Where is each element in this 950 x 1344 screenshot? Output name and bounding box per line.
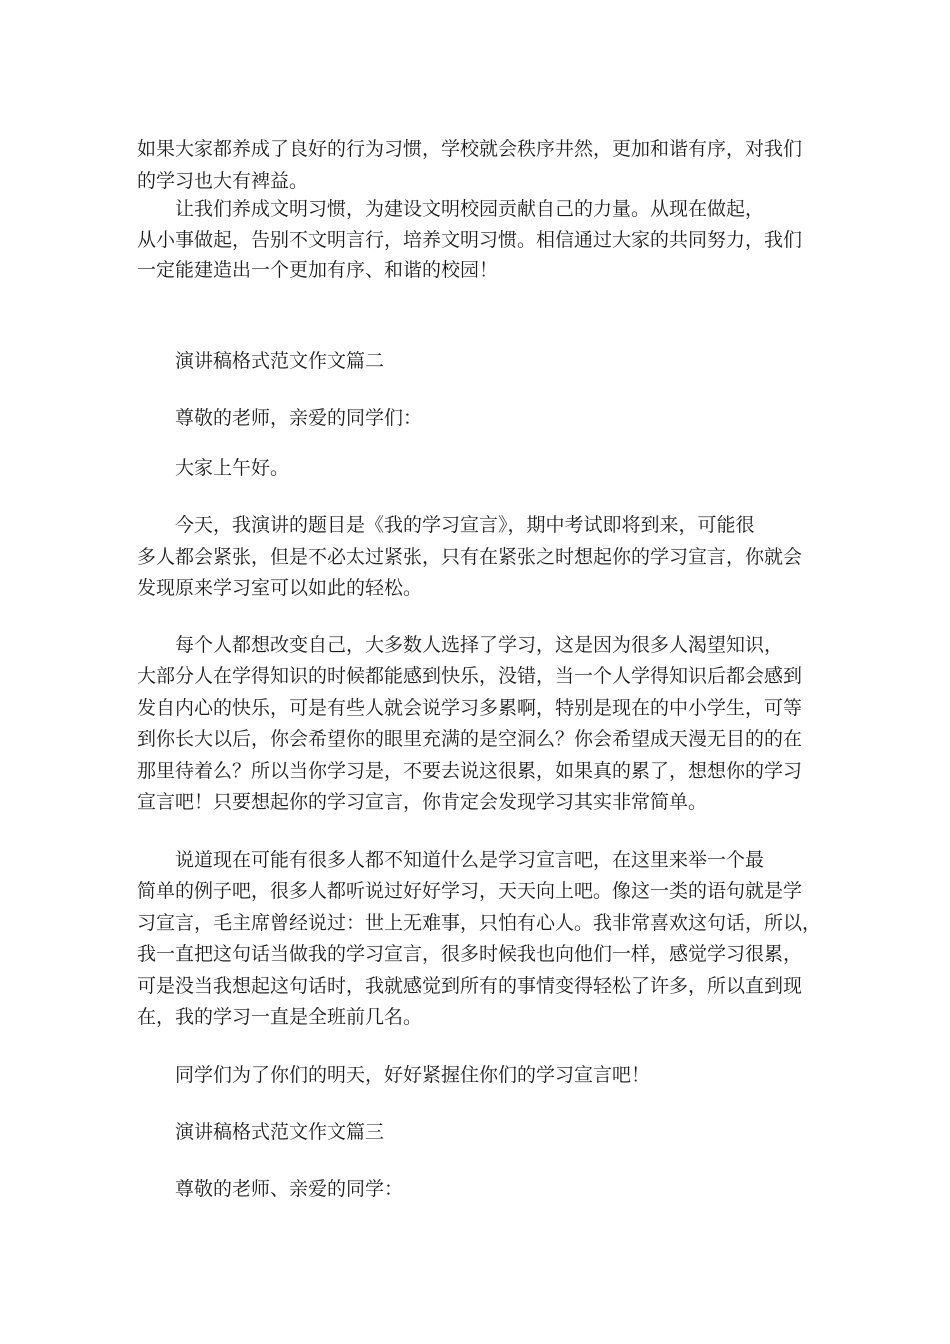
- paragraph-line: 一定能建造出一个更加有序、和谐的校园！: [137, 259, 499, 281]
- paragraph-line: 每个人都想改变自己，大多数人选择了学习，这是因为很多人渴望知识，: [175, 634, 784, 656]
- paragraph-line: 说道现在可能有很多人都不知道什么是学习宣言吧，在这里来举一个最: [175, 849, 765, 871]
- paragraph-line: 我一直把这句话当做我的学习宣言，很多时候我也向他们一样，感觉学习很累，: [137, 943, 803, 965]
- paragraph-line: 的学习也大有裨益。: [137, 170, 309, 192]
- greeting: 大家上午好。: [175, 457, 290, 479]
- paragraph-line: 如果大家都养成了良好的行为习惯，学校就会秩序井然，更加和谐有序，对我们: [137, 138, 803, 160]
- paragraph-line: 到你长大以后，你会希望你的眼里充满的是空洞么？你会希望成天漫无目的的在: [137, 728, 803, 750]
- paragraph-line: 从小事做起，告别不文明言行，培养文明习惯。相信通过大家的共同努力，我们: [137, 229, 803, 251]
- paragraph-line: 可是没当我想起这句话时，我就感觉到所有的事情变得轻松了许多，所以直到现: [137, 975, 803, 997]
- paragraph-line: 发现原来学习室可以如此的轻松。: [137, 577, 423, 599]
- paragraph-line: 简单的例子吧，很多人都听说过好好学习，天天向上吧。像这一类的语句就是学: [137, 880, 803, 902]
- paragraph-line: 在，我的学习一直是全班前几名。: [137, 1006, 423, 1028]
- salutation: 尊敬的老师，亲爱的同学们：: [175, 407, 423, 429]
- paragraph-line: 今天，我演讲的题目是《我的学习宣言》，期中考试即将到来，可能很: [175, 514, 755, 536]
- paragraph-line: 习宣言，毛主席曾经说过：世上无难事，只怕有心人。我非常喜欢这句话，所以，: [137, 912, 822, 934]
- paragraph-line: 让我们养成文明习惯，为建设文明校园贡献自己的力量。从现在做起，: [175, 198, 765, 220]
- paragraph-line: 发自内心的快乐，可是有些人就会说学习多累啊，特别是现在的中小学生，可等: [137, 697, 803, 719]
- paragraph-line: 同学们为了你们的明天，好好紧握住你们的学习宣言吧！: [175, 1064, 651, 1086]
- paragraph-line: 多人都会紧张，但是不必太过紧张，只有在紧张之时想起你的学习宣言，你就会: [137, 546, 803, 568]
- salutation: 尊敬的老师、亲爱的同学：: [175, 1178, 404, 1200]
- paragraph-line: 宣言吧！只要想起你的学习宣言，你肯定会发现学习其实非常简单。: [137, 791, 708, 813]
- section-heading: 演讲稿格式范文作文篇二: [175, 350, 385, 372]
- paragraph-line: 那里待着么？所以当你学习是，不要去说这很累，如果真的累了，想想你的学习: [137, 760, 803, 782]
- section-heading: 演讲稿格式范文作文篇三: [175, 1121, 385, 1143]
- paragraph-line: 大部分人在学得知识的时候都能感到快乐，没错，当一个人学得知识后都会感到: [137, 665, 803, 687]
